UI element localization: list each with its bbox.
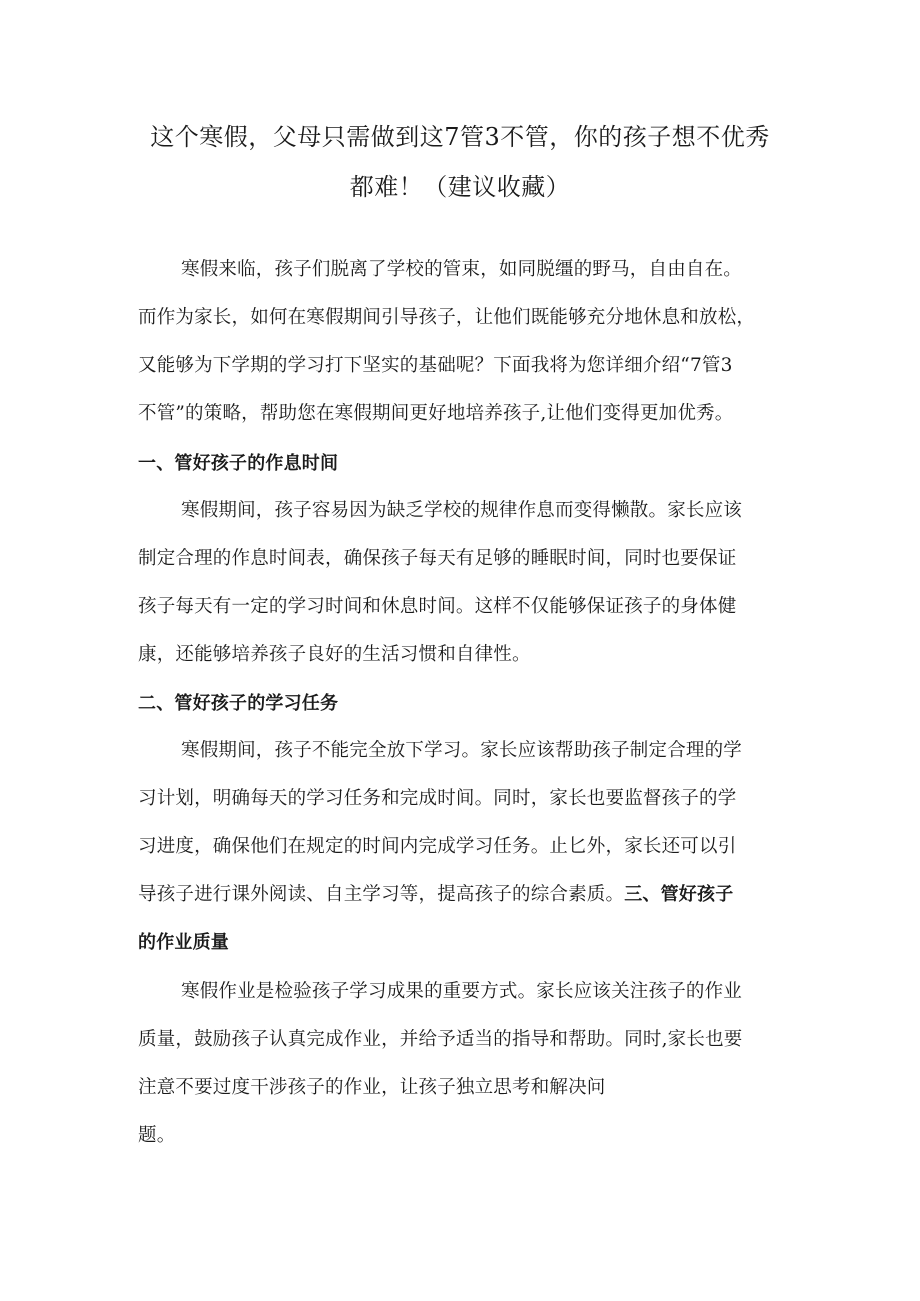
- section-1-paragraph-line: 孩子每天有一定的学习时间和休息时间。这样不仅能够保证孩子的身体健: [138, 596, 737, 617]
- document-title-line-2: 都难！（建议收藏）: [349, 173, 571, 201]
- section-2-paragraph-line: 习进度，确保他们在规定的时间内完成学习任务。止匕外，家长还可以引: [138, 836, 737, 857]
- section-2-paragraph-line: [138, 881, 733, 909]
- intro-paragraph-line: 寒假来临，孩子们脱离了学校的管束，如同脱缰的野马，自由自在。: [181, 259, 743, 280]
- section-3-paragraph-line: 寒假作业是检验孩子学习成果的重要方式。家长应该关注孩子的作业: [181, 981, 743, 1002]
- section-2-paragraph-text: 导孩子进行课外阅读、自主学习等，提高孩子的综合素质。: [138, 884, 625, 905]
- section-2-paragraph-line: 寒假期间，孩子不能完全放下学习。家长应该帮助孩子制定合理的学: [181, 740, 743, 761]
- section-heading-3-continued: 的作业质量: [138, 932, 229, 953]
- section-1-paragraph-line: 制定合理的作息时间表，确保孩子每天有足够的睡眠时间，同时也要保证: [138, 548, 737, 569]
- section-heading-1: 一、管好孩子的作息时间: [138, 453, 339, 474]
- section-heading-3: 三、管好孩子: [624, 884, 734, 905]
- section-2-paragraph-line: 习计划，明确每天的学习任务和完成时间。同时，家长也要监督孩子的学: [138, 788, 737, 809]
- intro-paragraph-line: 不管”的策略，帮助您在寒假期间更好地培养孩子,让他们变得更加优秀。: [138, 403, 734, 424]
- section-3-paragraph-line: 题。: [138, 1125, 176, 1146]
- section-3-paragraph-line: 质量，鼓励孩子认真完成作业，并给予适当的指导和帮助。同时,家长也要: [138, 1029, 743, 1050]
- section-3-paragraph-line: 注意不要过度干涉孩子的作业，让孩子独立思考和解决问: [138, 1077, 606, 1098]
- intro-paragraph-line: 又能够为下学期的学习打下坚实的基础呢？下面我将为您详细介绍“7管3: [138, 355, 733, 376]
- intro-paragraph-line: 而作为家长，如何在寒假期间引导孩子，让他们既能够充分地休息和放松，: [138, 307, 756, 328]
- section-1-paragraph-line: 康，还能够培养孩子良好的生活习惯和自律性。: [138, 644, 531, 665]
- document-title-line-1: 这个寒假，父母只需做到这7管3不管，你的孩子想不优秀: [150, 123, 770, 151]
- section-heading-2: 二、管好孩子的学习任务: [138, 693, 339, 714]
- section-1-paragraph-line: 寒假期间，孩子容易因为缺乏学校的规律作息而变得懒散。家长应该: [181, 500, 743, 521]
